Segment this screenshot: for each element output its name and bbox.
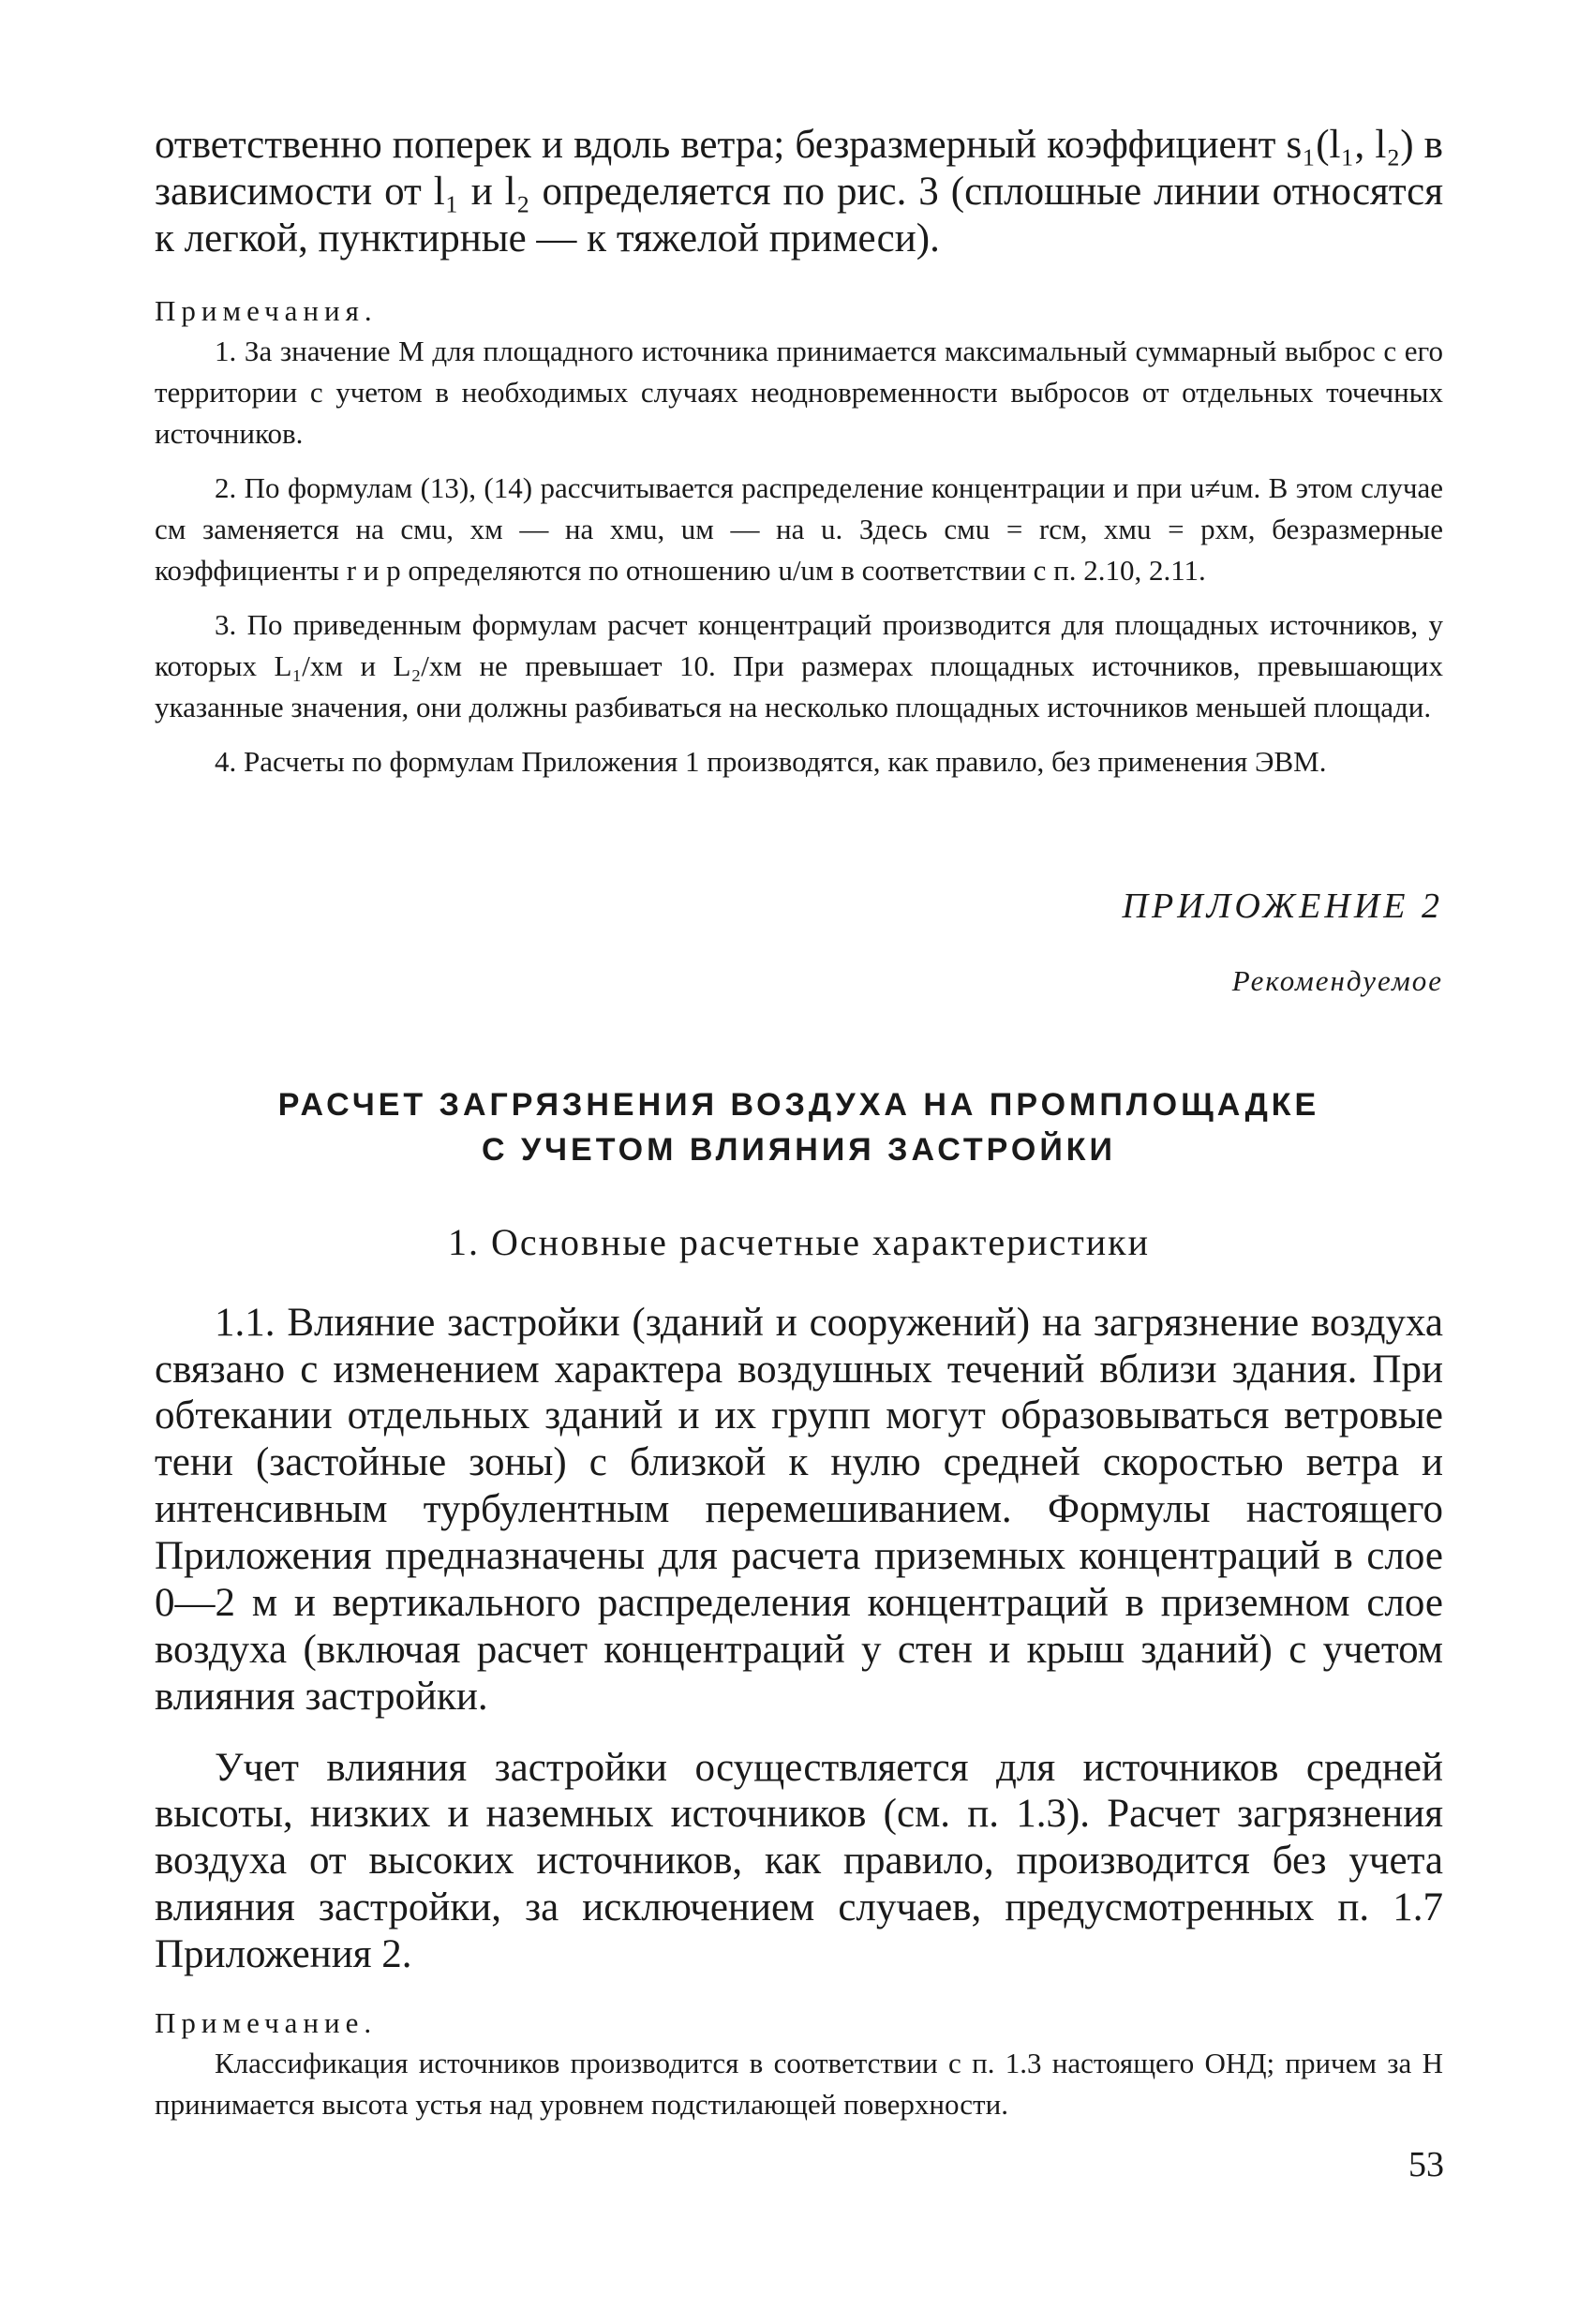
top-paragraph: ответственно поперек и вдоль ветра; безразмерный коэффициент s₁(l₁, l₂) в зависимости от l₁ и l₂ определяется по рис. 3 (сплошные линии относятся к легкой, пунктирные — к тяжелой примеси). xyxy=(155,123,1443,261)
note-item-2: 2. По формулам (13), (14) рассчитывается распределение концентрации и при u≠uм. В этом случае cм заменяется на cмu, xм — на xмu, uм — на u. Здесь cмu = rcм, xмu = pxм, безразмерные коэффициенты r и p определяются по отношению u/uм в соответствии с п. 2.10, 2.11. xyxy=(155,471,1443,588)
note-item-1: 1. За значение M для площадного источника принимается максимальный суммарный выброс с его территории с учетом в необходимых случаях неодновременности выбросов от отдельных точечных источников. xyxy=(155,335,1443,451)
body-paragraph-1: 1.1. Влияние застройки (зданий и сооружений) на загрязнение воздуха связано с изменением характера воздушных течений вблизи здания. При обтекании отдельных зданий и их групп могут образовываться ветровые тени (застойные зоны) с близкой к нулю средней скоростью ветра и интенсивным турбулентным перемешиванием. Формулы настоящего Приложения предназначены для расчета приземных концентраций в слое 0—2 м и вертикального распределения концентраций в приземном слое воздуха (включая расчет концентраций у стен и крыш зданий) с учетом влияния застройки. xyxy=(155,1300,1443,1719)
note-item-4: 4. Расчеты по формулам Приложения 1 производятся, как правило, без применения ЭВМ. xyxy=(215,745,1327,779)
note-heading-2: Примечание. xyxy=(155,2005,378,2039)
notes-block xyxy=(155,290,1443,783)
appendix-title-line-2: С УЧЕТОМ ВЛИЯНИЯ ЗАСТРОЙКИ xyxy=(482,1132,1116,1169)
page-number: 53 xyxy=(1408,2145,1444,2184)
section-title: 1. Основные расчетные характеристики xyxy=(447,1220,1151,1263)
body-paragraph-2: Учет влияния застройки осуществляется для источников средней высоты, низких и наземных источников (см. п. 1.3). Расчет загрязнения воздуха от высоких источников, как правило, производится без учета влияния застройки, за исключением случаев, предусмотренных п. 1.7 Приложения 2. xyxy=(155,1745,1443,1977)
note-block-2 xyxy=(155,2003,1443,2125)
note-item-3: 3. По приведенным формулам расчет концентраций производится для площадных источников, у которых L₁/xм и L₂/xм не превышает 10. При размерах площадных источников, превышающих указанные значения, они должны разбиваться на несколько площадных источников меньшей площади. xyxy=(155,608,1443,724)
appendix-title-line-1: РАСЧЕТ ЗАГРЯЗНЕНИЯ ВОЗДУХА НА ПРОМПЛОЩАДКЕ xyxy=(277,1087,1320,1124)
appendix-label: ПРИЛОЖЕНИЕ 2 xyxy=(1122,886,1443,927)
document-page xyxy=(155,122,1443,2125)
appendix-status: Рекомендуемое xyxy=(1231,964,1443,998)
note-text-2: Классификация источников производится в соответствии с п. 1.3 настоящего ОНД; причем за H принимается высота устья над уровнем подстилающей поверхности. xyxy=(155,2047,1443,2122)
notes-heading: Примечания. xyxy=(155,293,378,327)
appendix-title xyxy=(155,1082,1443,1173)
